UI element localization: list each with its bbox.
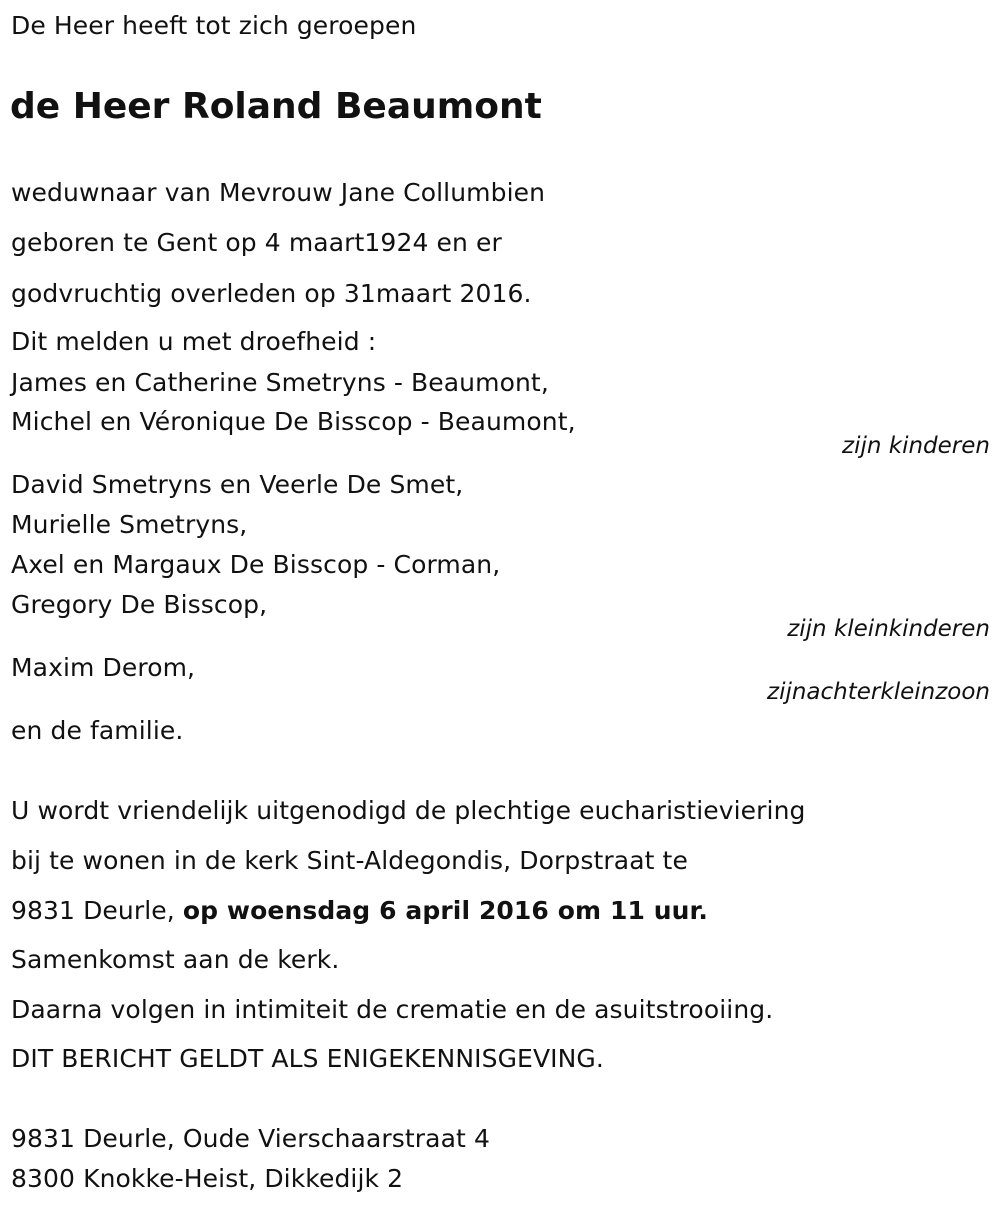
intro-text: De Heer heeft tot zich geroepen [11,11,417,40]
address-line: 9831 Deurle, Oude Vierschaarstraat 4 [11,1124,490,1153]
grandchildren-role-label: zijn kleinkinderen [787,616,990,642]
address-line: 8300 Knokke-Heist, Dikkedijk 2 [11,1164,404,1193]
grandchild-line: David Smetryns en Veerle De Smet, [11,470,464,499]
grandchild-line: Murielle Smetryns, [11,510,248,539]
ceremony-place: 9831 Deurle, [11,896,183,925]
gathering-line: Samenkomst aan de kerk. [11,945,340,974]
child-line: James en Catherine Smetryns - Beaumont, [11,368,549,397]
grandchild-line: Axel en Margaux De Bisscop - Corman, [11,550,501,579]
ceremony-datetime: op woensdag 6 april 2016 om 11 uur. [182,896,709,925]
ceremony-date-line [11,896,708,926]
ceremony-invitation-line: U wordt vriendelijk uitgenodigd de plechtige eucharistieviering [11,796,806,825]
birth-line: geboren te Gent op 4 maart1924 en er [11,228,502,257]
death-line: godvruchtig overleden op 31maart 2016. [11,279,532,308]
great-grandchild-line: Maxim Derom, [11,653,196,682]
widower-line: weduwnaar van Mevrouw Jane Collumbien [11,178,546,207]
children-role-label: zijn kinderen [842,433,990,459]
notification-line: DIT BERICHT GELDT ALS ENIGEKENNISGEVING. [11,1044,604,1073]
great-grandchild-role-label: zijnachterkleinzoon [767,679,990,705]
announcement-line: Dit melden u met droefheid : [11,327,377,356]
child-line: Michel en Véronique De Bisscop - Beaumont, [11,407,576,436]
deceased-name: de Heer Roland Beaumont [10,86,542,127]
cremation-line: Daarna volgen in intimiteit de crematie en de asuitstrooiing. [11,995,774,1024]
family-line: en de familie. [11,716,184,745]
ceremony-location-line: bij te wonen in de kerk Sint-Aldegondis, Dorpstraat te [11,846,688,875]
grandchild-line: Gregory De Bisscop, [11,590,268,619]
